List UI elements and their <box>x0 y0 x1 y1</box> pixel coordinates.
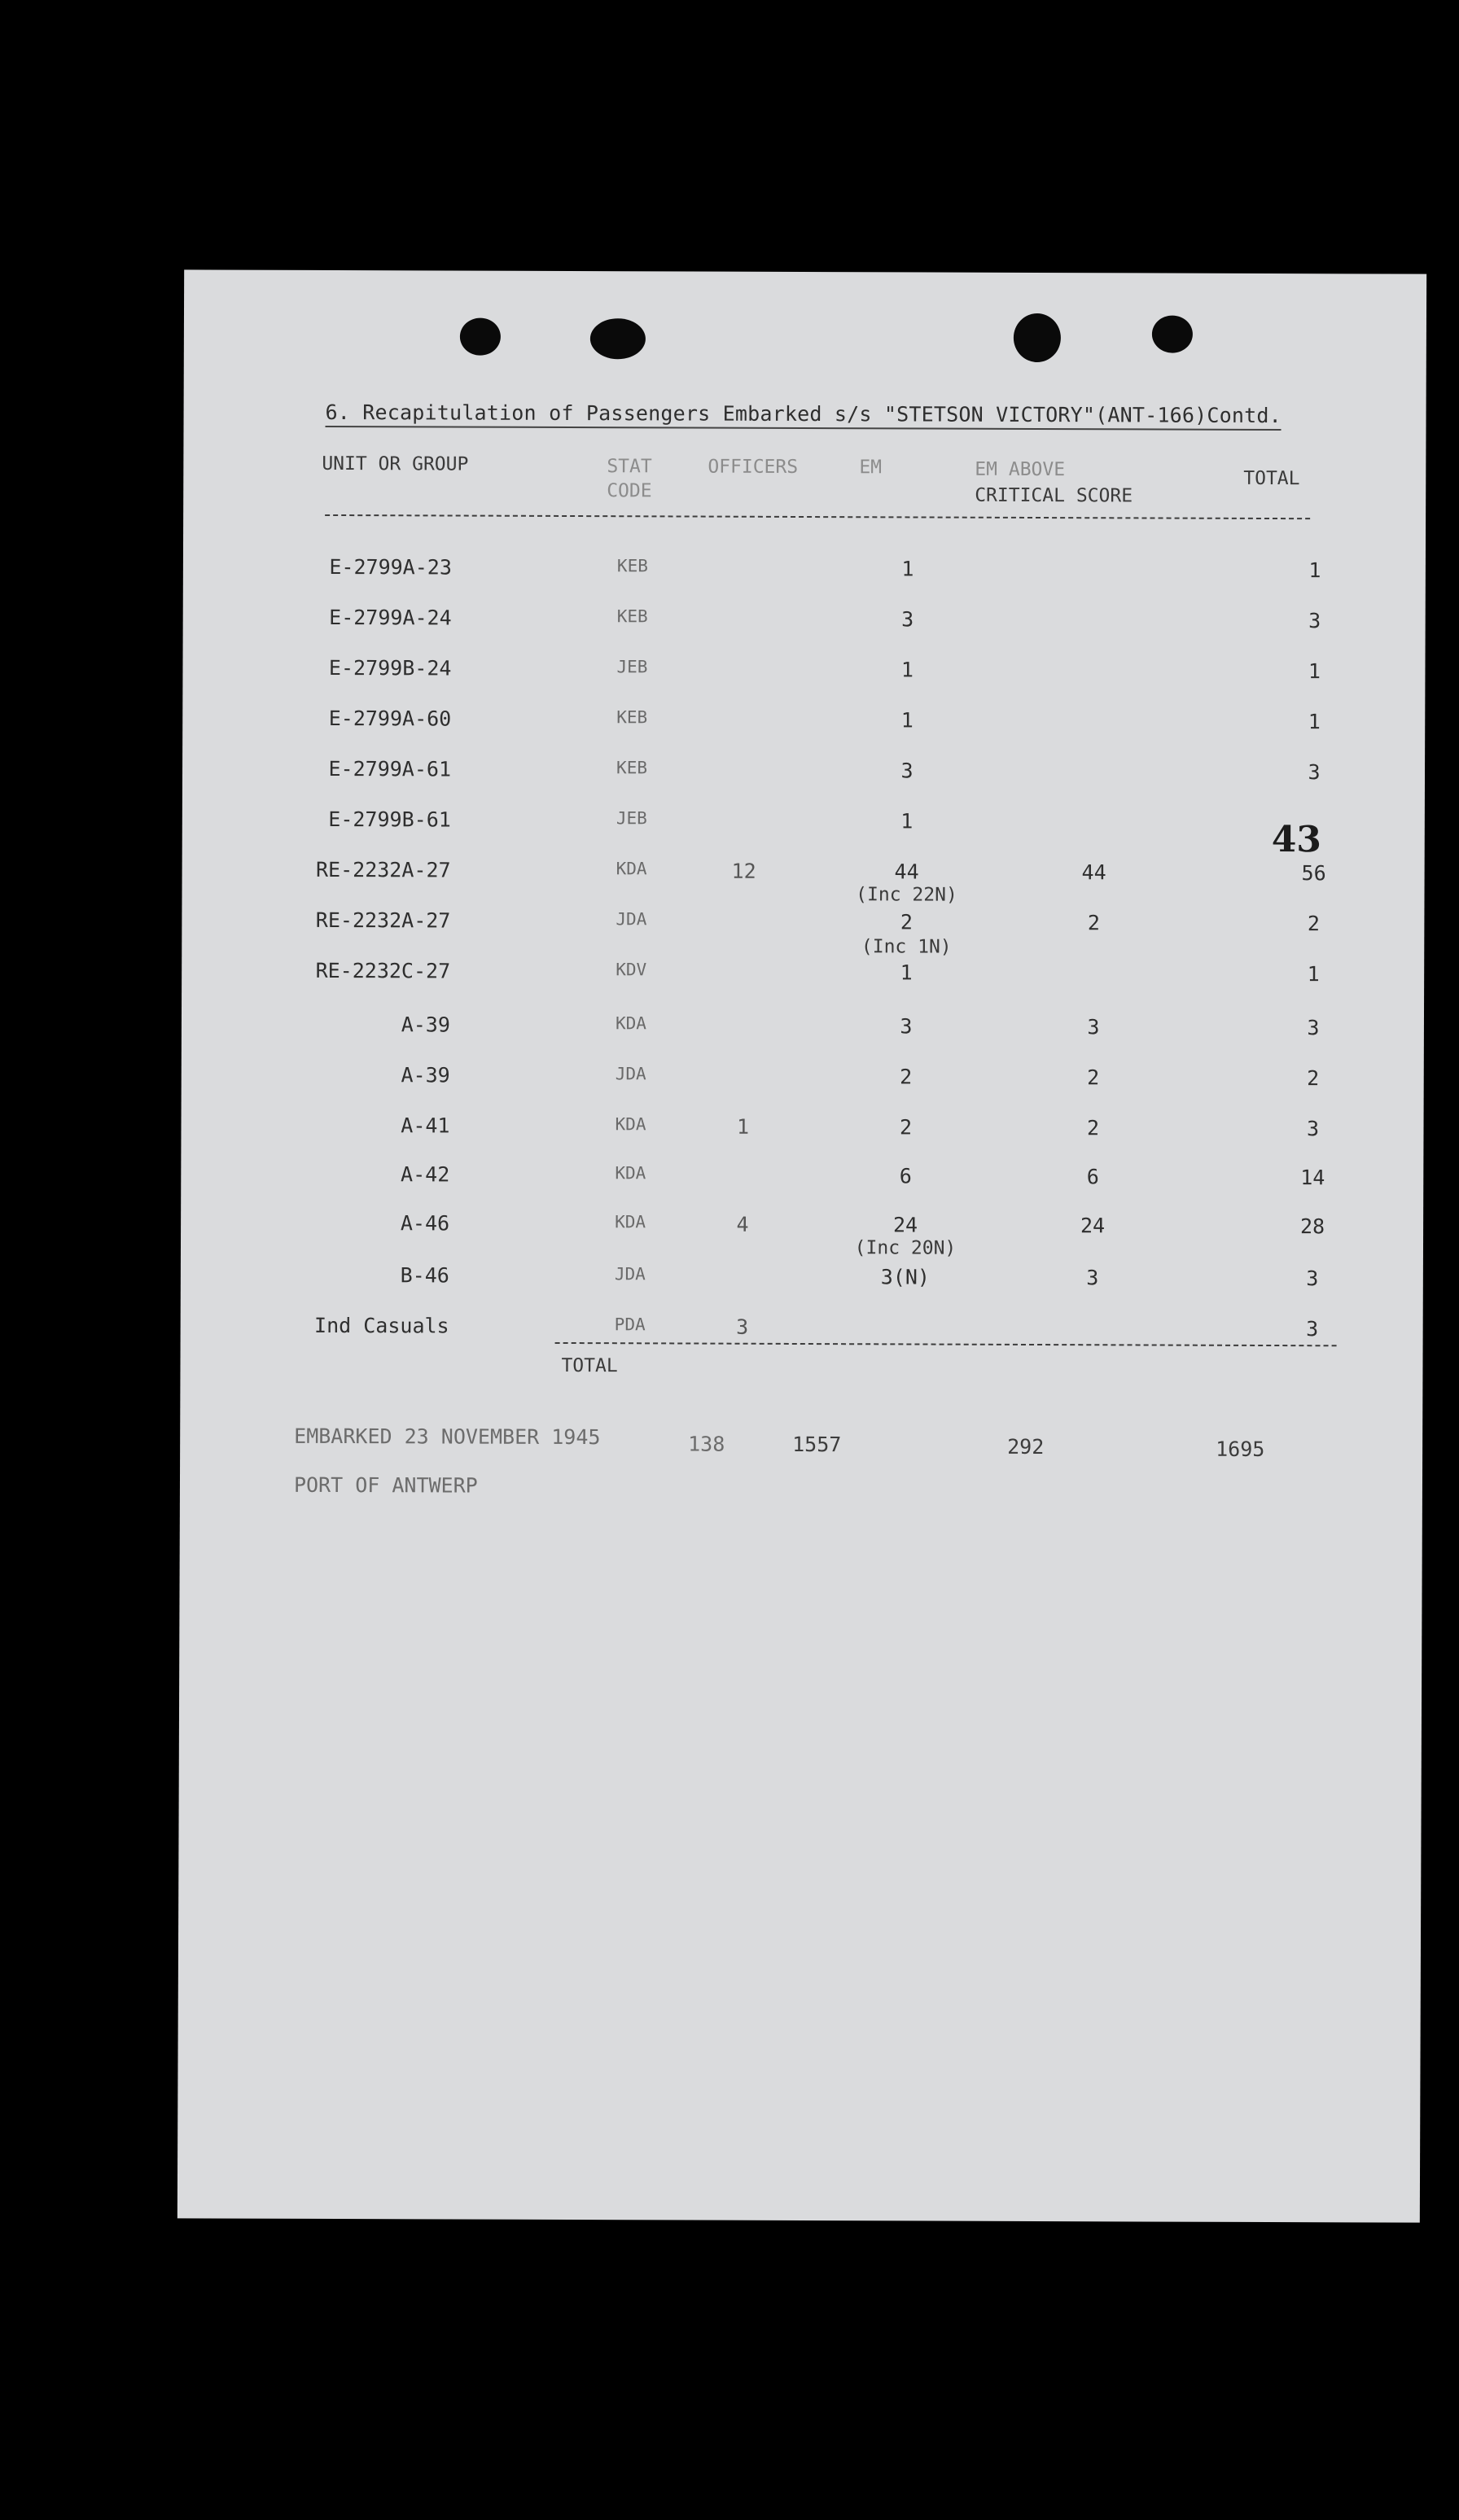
unit-cell: B-46 <box>400 1263 449 1288</box>
stat-code-cell: KDA <box>616 859 647 879</box>
punch-hole <box>590 318 646 359</box>
stat-code-cell: KEB <box>616 758 648 778</box>
table-row <box>182 807 1425 843</box>
unit-cell: RE-2232A-27 <box>315 857 451 882</box>
unit-cell: RE-2232A-27 <box>315 908 451 933</box>
em-above-cell: 3 <box>1087 1015 1100 1039</box>
total-cell: 28 <box>1299 1214 1325 1239</box>
stat-code-cell: JDA <box>615 1064 646 1084</box>
punch-hole <box>460 318 501 356</box>
total-cell: 1 <box>1307 962 1320 987</box>
em-cell: 3(N) <box>880 1265 931 1289</box>
total-cell: 2 <box>1307 912 1320 936</box>
document-page <box>177 269 1426 2222</box>
unit-cell: A-42 <box>401 1162 450 1187</box>
em-above-cell: 2 <box>1087 1065 1100 1090</box>
embarked-port: PORT OF ANTWERP <box>293 1472 478 1498</box>
column-header-em-above-1: EM ABOVE <box>975 458 1066 481</box>
em-above-cell: 2 <box>1087 911 1100 935</box>
table-row <box>182 908 1424 944</box>
note-inc-22n: (Inc 22N) <box>856 884 957 906</box>
unit-cell: RE-2232C-27 <box>315 958 451 983</box>
stat-code-cell: KDA <box>615 1212 646 1232</box>
officers-cell: 1 <box>736 1114 750 1139</box>
officers-cell: 4 <box>736 1212 749 1236</box>
total-cell: 2 <box>1307 1066 1320 1091</box>
stat-code-cell: JDA <box>614 1264 646 1284</box>
column-header-em-above-2: CRITICAL SCORE <box>975 484 1133 507</box>
unit-cell: E-2799A-60 <box>328 706 452 731</box>
stat-code-cell: KEB <box>616 556 648 576</box>
page-number: 43 <box>1271 819 1322 861</box>
em-cell: 44 <box>894 860 919 884</box>
stat-code-cell: KDA <box>615 1163 646 1183</box>
em-cell <box>832 1315 979 1316</box>
unit-cell: E-2799A-24 <box>329 605 452 630</box>
document-heading: 6. Recapitulation of Passengers Embarked s/s "STETSON VICTORY"(ANT-166)Contd. <box>326 400 1282 431</box>
total-cell: 1 <box>1308 659 1321 684</box>
punch-hole <box>1152 315 1193 352</box>
grand-total: 1695 <box>1216 1437 1265 1461</box>
table-row <box>183 554 1426 591</box>
em-above-cell: 44 <box>1081 860 1106 885</box>
table-row <box>182 756 1425 793</box>
total-cell: 56 <box>1301 861 1326 886</box>
table-row <box>183 605 1426 641</box>
table-row <box>181 1262 1423 1299</box>
table-row <box>182 655 1425 692</box>
table-row <box>182 706 1425 742</box>
unit-cell: A-39 <box>401 1013 450 1037</box>
unit-cell: A-46 <box>400 1211 450 1236</box>
note-inc-1n: (Inc 1N) <box>861 936 952 958</box>
table-row <box>181 1210 1423 1247</box>
table-row <box>182 1012 1424 1048</box>
column-header-stat-code-1: STAT <box>607 456 652 478</box>
stat-code-cell: KEB <box>616 606 648 627</box>
total-cell: 3 <box>1306 1267 1319 1291</box>
punch-hole <box>1014 313 1061 362</box>
column-header-stat-code-2: CODE <box>607 480 652 502</box>
total-cell: 3 <box>1308 609 1321 633</box>
stat-code-cell: KDV <box>616 960 647 980</box>
em-cell: 3 <box>900 1014 913 1039</box>
column-header-total: TOTAL <box>1243 467 1300 490</box>
em-cell: 1 <box>900 960 913 985</box>
unit-cell: E-2799A-23 <box>329 554 452 580</box>
em-cell: 6 <box>899 1164 912 1188</box>
column-header-officers: OFFICERS <box>708 456 799 478</box>
column-header-em: EM <box>859 457 883 479</box>
stat-code-cell: JEB <box>616 657 648 677</box>
unit-cell: A-39 <box>401 1063 450 1087</box>
officers-cell: 3 <box>736 1315 749 1339</box>
table-row <box>181 1162 1423 1198</box>
unit-cell: E-2799A-61 <box>328 756 452 781</box>
total-cell: 3 <box>1306 1317 1319 1341</box>
em-cell: 1 <box>900 708 914 733</box>
unit-cell: E-2799B-61 <box>328 807 451 832</box>
unit-cell: E-2799B-24 <box>328 655 452 680</box>
total-cell: 14 <box>1300 1166 1325 1190</box>
em-above-cell: 3 <box>1086 1266 1099 1290</box>
table-row <box>182 958 1424 995</box>
unit-cell: Ind Casuals <box>314 1313 449 1338</box>
total-label: TOTAL <box>561 1354 618 1377</box>
table-row <box>181 1113 1423 1149</box>
stat-code-cell: KDA <box>615 1013 646 1034</box>
em-cell: 2 <box>900 1065 913 1089</box>
em-above-cell: 24 <box>1080 1214 1106 1238</box>
officers-cell: 12 <box>731 859 756 883</box>
em-cell: 1 <box>900 809 914 833</box>
total-officers: 138 <box>688 1432 725 1456</box>
table-row <box>182 857 1425 894</box>
em-cell: 3 <box>901 607 914 632</box>
em-cell: 2 <box>900 910 913 934</box>
unit-cell: A-41 <box>401 1113 450 1138</box>
stat-code-cell: JDA <box>616 909 647 930</box>
stat-code-cell: JEB <box>616 808 647 829</box>
total-cell: 3 <box>1306 1117 1320 1141</box>
em-cell: 1 <box>901 557 914 581</box>
table-row <box>182 1062 1424 1099</box>
total-cell: 3 <box>1308 760 1321 785</box>
em-cell: 3 <box>900 759 914 783</box>
total-em-above: 292 <box>1007 1434 1045 1459</box>
em-cell: 1 <box>900 658 914 682</box>
total-em: 1557 <box>792 1432 842 1457</box>
em-above-cell: 2 <box>1086 1116 1100 1140</box>
total-cell: 1 <box>1308 710 1321 734</box>
total-cell: 1 <box>1308 558 1321 583</box>
total-cell: 3 <box>1307 1016 1320 1040</box>
em-cell: 24 <box>892 1213 918 1237</box>
em-above-cell: 6 <box>1086 1165 1099 1189</box>
column-header-unit: UNIT OR GROUP <box>322 453 469 475</box>
stat-code-cell: PDA <box>614 1315 646 1335</box>
stat-code-cell: KDA <box>615 1114 646 1135</box>
embarked-date: EMBARKED 23 NOVEMBER 1945 <box>294 1424 601 1450</box>
note-inc-20n: (Inc 20N) <box>854 1237 957 1259</box>
stat-code-cell: KEB <box>616 707 648 728</box>
header-divider <box>325 514 1310 519</box>
em-cell: 2 <box>899 1115 913 1140</box>
